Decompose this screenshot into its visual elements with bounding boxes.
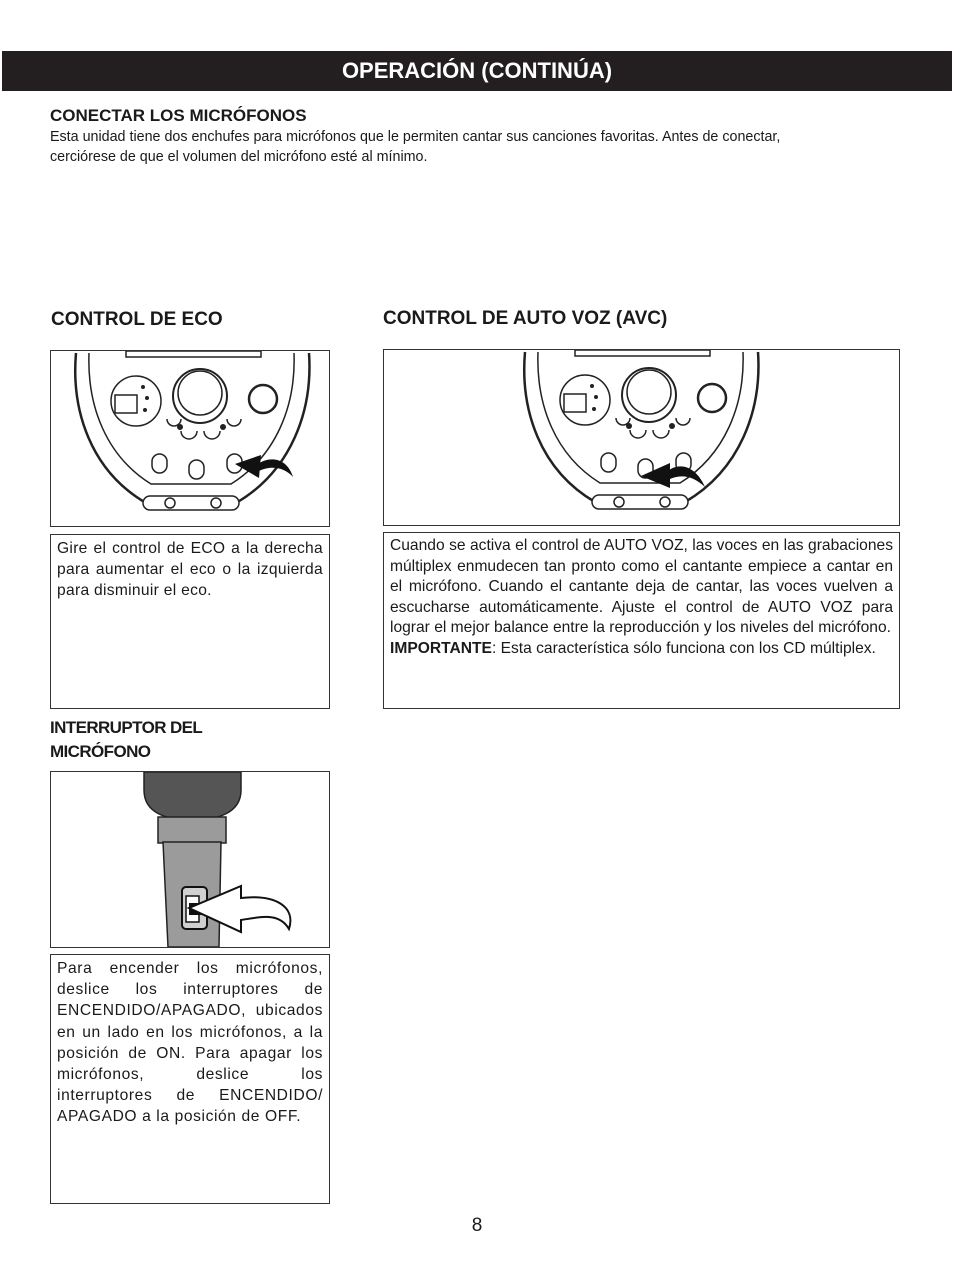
avc-text: Cuando se activa el control de AUTO VOZ, las voces en las grabaciones múltiplex enmudecen tan pronto como el cantante empiece a cantar en el micrófono. Cuando el cantante deja de cantar, las voces vuelven a escucharse automáticamente. Ajuste el control de AUTO VOZ para lograr el mejor balance entre la reproducción y los niveles del micrófono. [390,537,893,636]
mic-heading: INTERRUPTOR DEL MICRÓFONO [50,718,203,761]
important-label: IMPORTANTE [390,639,492,657]
page-number: 8 [471,1215,483,1236]
conectar-line-1: Esta unidad tiene dos enchufes para micrófonos que le permiten cantar sus canciones favoritas. Antes de conectar, [50,129,781,145]
eco-illustration [50,350,330,527]
conectar-line-2: cerciórese de que el volumen del micrófono esté al mínimo. [50,149,428,165]
avc-description [383,532,900,709]
eco-heading: CONTROL DE ECO [51,309,223,330]
eco-description: Gire el control de ECO a la derecha para aumentar el eco o la izquierda para disminuir el eco. [50,534,330,709]
mic-description: Para encender los micrófonos, deslice los interruptores de ENCENDIDO/APAGADO, ubicados en un lado en los micrófonos, a la posición de ON. Para apagar los micrófonos, deslice los interruptores de ENCENDIDO/ APAGADO a la posición de OFF. [50,954,330,1204]
microphone-illustration [50,771,330,948]
avc-heading: CONTROL DE AUTO VOZ (AVC) [383,308,668,329]
important-text: : Esta característica sólo funciona con los CD múltiplex. [491,639,876,657]
page-title: OPERACIÓN (CONTINÚA) [2,51,952,91]
avc-illustration [383,349,900,526]
master-knob-icon [173,369,227,423]
conectar-heading: CONECTAR LOS MICRÓFONOS [50,106,307,125]
master-knob-icon [622,368,676,422]
